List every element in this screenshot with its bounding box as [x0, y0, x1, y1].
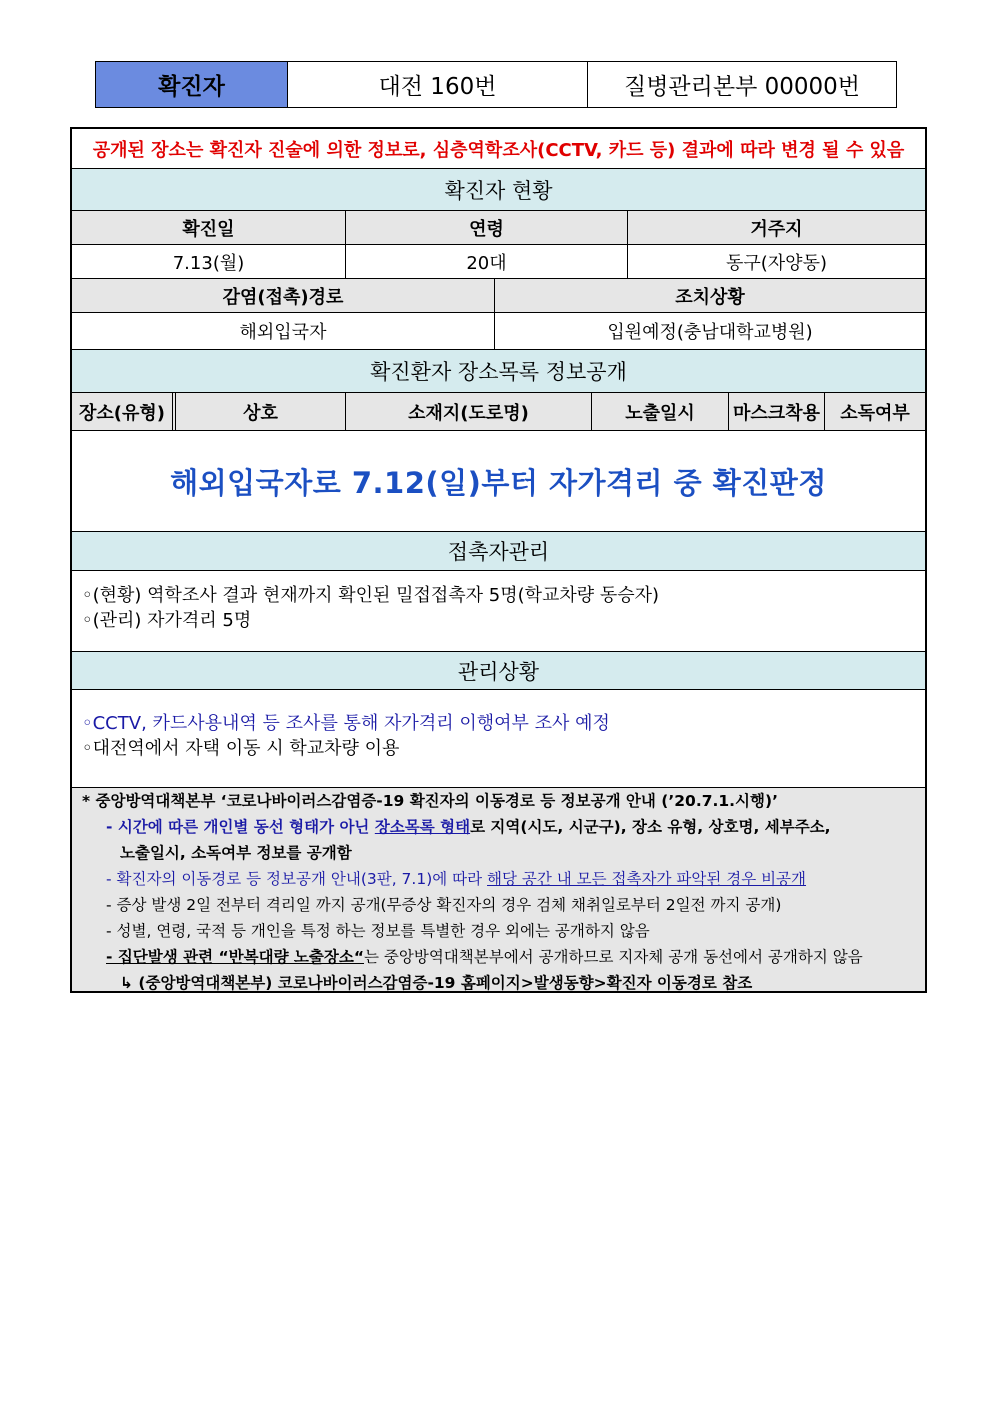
col-place-type: 장소(유형) [72, 393, 176, 430]
places-message: 해외입국자로 7.12(일)부터 자가격리 중 확진판정 [72, 431, 925, 532]
notice-banner: 공개된 장소는 확진자 진술에 의한 정보로, 심층역학조사(CCTV, 카드 등) 결과에 따라 변경 될 수 있음 [72, 129, 925, 169]
col-disinfection: 소독여부 [840, 402, 910, 424]
value-action-status: 입원예정(충남대학교병원) [607, 322, 813, 343]
contacts-body [72, 571, 925, 652]
footer-b1-c: 로 지역(시도, 시군구), 장소 유형, 상호명, 세부주소, [470, 818, 831, 836]
value-residence: 동구(자양동) [726, 252, 827, 274]
route-value-row [72, 313, 925, 350]
header-age: 연령 [346, 211, 628, 244]
col-address: 소재지(도로명) [346, 393, 592, 430]
header-label: 확진자 [96, 62, 288, 107]
main-table [70, 127, 927, 993]
footer-b5-a: - 집단발생 관련 “반복대량 노출장소“ [106, 948, 365, 966]
places-header-row [72, 393, 925, 431]
management-line-cctv: ◦CCTV, 카드사용내역 등 조사를 통해 자가격리 이행여부 조사 예정 [82, 713, 610, 734]
status-section-title: 확진자 현황 [72, 169, 925, 211]
col-exposure-time: 노출일시 [592, 393, 729, 430]
value-confirmed-date: 7.13(월) [72, 245, 346, 278]
footer-b1-b: 장소목록 형태 [374, 818, 471, 836]
footer-b4: - 성별, 연령, 국적 등 개인을 특정 하는 정보를 특별한 경우 외에는 공개하지 않음 [106, 922, 650, 940]
footer-title: * 중앙방역대책본부 ‘코로나바이러스감염증-19 확진자의 이동경로 등 정보공개 안내 (’20.7.1.시행)’ [82, 792, 778, 810]
footer-b6: ↳ (중앙방역대책본부) 코로나바이러스감염증-19 홈페이지>발생동향>확진자 이동경로 참조 [120, 974, 753, 992]
footer-b5-b: 는 중앙방역대책본부에서 공개하므로 지자체 공개 동선에서 공개하지 않음 [364, 948, 863, 966]
col-mask: 마스크착용 [729, 393, 825, 430]
management-line-transport: ◦대전역에서 자택 이동 시 학교차량 이용 [82, 738, 400, 759]
management-section-title: 관리상황 [72, 652, 925, 690]
value-infection-route: 해외입국자 [72, 313, 495, 349]
route-header-row [72, 279, 925, 313]
footer-b2-b: 해당 공간 내 모든 접촉자가 파악된 경우 비공개 [487, 870, 807, 888]
contacts-section-title: 접촉자관리 [72, 532, 925, 571]
header-residence: 거주지 [750, 218, 803, 240]
value-age: 20대 [346, 245, 628, 278]
footer-b1-a: - 시간에 따른 개인별 동선 형태가 아닌 [106, 818, 375, 836]
col-business-name: 상호 [176, 393, 346, 430]
places-section-title: 확진환자 장소목록 정보공개 [72, 350, 925, 393]
footer-b3: - 증상 발생 2일 전부터 격리일 까지 공개(무증상 확진자의 경우 검체 채취일로부터 2일전 까지 공개) [106, 896, 782, 914]
header-case-number: 대전 160번 [288, 62, 588, 107]
status-header-row [72, 211, 925, 245]
management-body [72, 690, 925, 788]
footer-b2-a: - 확진자의 이동경로 등 정보공개 안내(3판, 7.1)에 따라 [106, 870, 488, 888]
header-kcdc-number: 질병관리본부 00000번 [623, 74, 860, 100]
contacts-line-manage: ◦(관리) 자가격리 5명 [82, 610, 252, 631]
header-confirmed-date: 확진일 [72, 211, 346, 244]
contacts-line-status: ◦(현황) 역학조사 결과 현재까지 확인된 밀접접촉자 5명(학교차량 동승자) [82, 585, 660, 606]
case-header [95, 61, 897, 108]
header-infection-route: 감염(접촉)경로 [72, 279, 495, 312]
footer-b1-d: 노출일시, 소독여부 정보를 공개함 [120, 844, 352, 862]
footer-guidelines [72, 788, 925, 991]
header-action-status: 조치상황 [675, 286, 745, 308]
status-value-row [72, 245, 925, 279]
